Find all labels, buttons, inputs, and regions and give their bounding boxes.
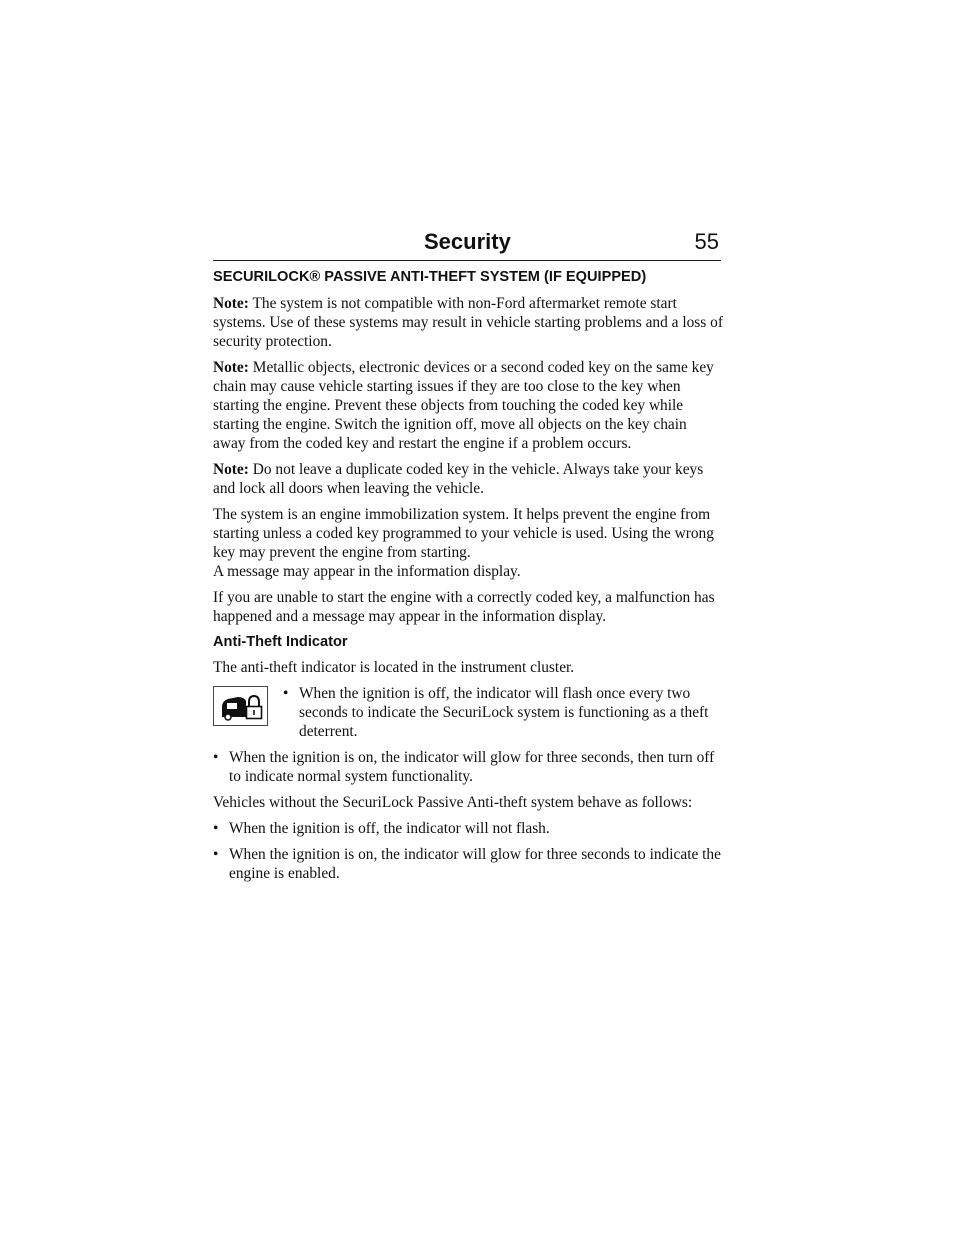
bullet-dot: • [213, 749, 219, 766]
note-text: Do not leave a duplicate coded key in the vehicle. Always take your keys and lock all doors when leaving the vehicle. [213, 461, 704, 497]
system-paragraph [213, 505, 723, 581]
system-text-1: The system is an engine immobilization system. It helps prevent the engine from starting unless a coded key programmed to your vehicle is used. Using the wrong key may prevent the engine from starting. [213, 506, 714, 561]
bullet-dot: • [213, 820, 219, 837]
note-label: Note: [213, 359, 249, 376]
note-text: Metallic objects, electronic devices or a second coded key on the same key chain may cause vehicle starting issues if they are too close to the key when starting the engine. Prevent these objects from touching the coded key while starting the engine. Switch the ignition off, move all objects on the key chain away from the coded key and restart the engine if a problem occurs. [213, 359, 714, 452]
note-paragraph [213, 294, 723, 351]
page-header [213, 228, 721, 261]
bullet-dot: • [283, 685, 289, 702]
page-content [213, 268, 723, 890]
bullet-text: When the ignition is on, the indicator will glow for three seconds to indicate the engine is enabled. [229, 846, 721, 882]
bullet-item [213, 845, 723, 883]
note-label: Note: [213, 295, 249, 312]
subheading-anti-theft-indicator: Anti-Theft Indicator [213, 634, 348, 650]
note-paragraph [213, 460, 723, 498]
indicator-icon-frame [213, 686, 268, 726]
bullet-item [283, 684, 723, 741]
section-title: SECURILOCK® PASSIVE ANTI-THEFT SYSTEM (IF EQUIPPED) [213, 269, 647, 285]
page-number: 55 [694, 229, 719, 254]
indicator-icon-block [213, 684, 723, 741]
section-header-title: Security [424, 229, 511, 254]
without-system-paragraph: Vehicles without the SecuriLock Passive Anti-theft system behave as follows: [213, 794, 693, 811]
note-label: Note: [213, 461, 249, 478]
bullet-text: When the ignition is off, the indicator will not flash. [229, 820, 550, 837]
indicator-location-paragraph: The anti-theft indicator is located in the instrument cluster. [213, 659, 575, 676]
bullet-item [213, 748, 723, 786]
note-text: The system is not compatible with non-Ford aftermarket remote start systems. Use of these systems may result in vehicle starting problems and a loss of security protection. [213, 295, 723, 350]
bullet-text: When the ignition is off, the indicator will flash once every two seconds to indicate the SecuriLock system is functioning as a theft deterrent. [299, 685, 709, 740]
malfunction-paragraph: If you are unable to start the engine with a correctly coded key, a malfunction has happened and a message may appear in the information display. [213, 589, 715, 625]
vehicle-lock-icon [214, 687, 267, 725]
bullet-item [213, 819, 723, 838]
bullet-dot: • [213, 846, 219, 863]
system-text-2: A message may appear in the information display. [213, 563, 521, 580]
bullet-text: When the ignition is on, the indicator will glow for three seconds, then turn off to indicate normal system functionality. [229, 749, 715, 785]
note-paragraph [213, 358, 723, 453]
